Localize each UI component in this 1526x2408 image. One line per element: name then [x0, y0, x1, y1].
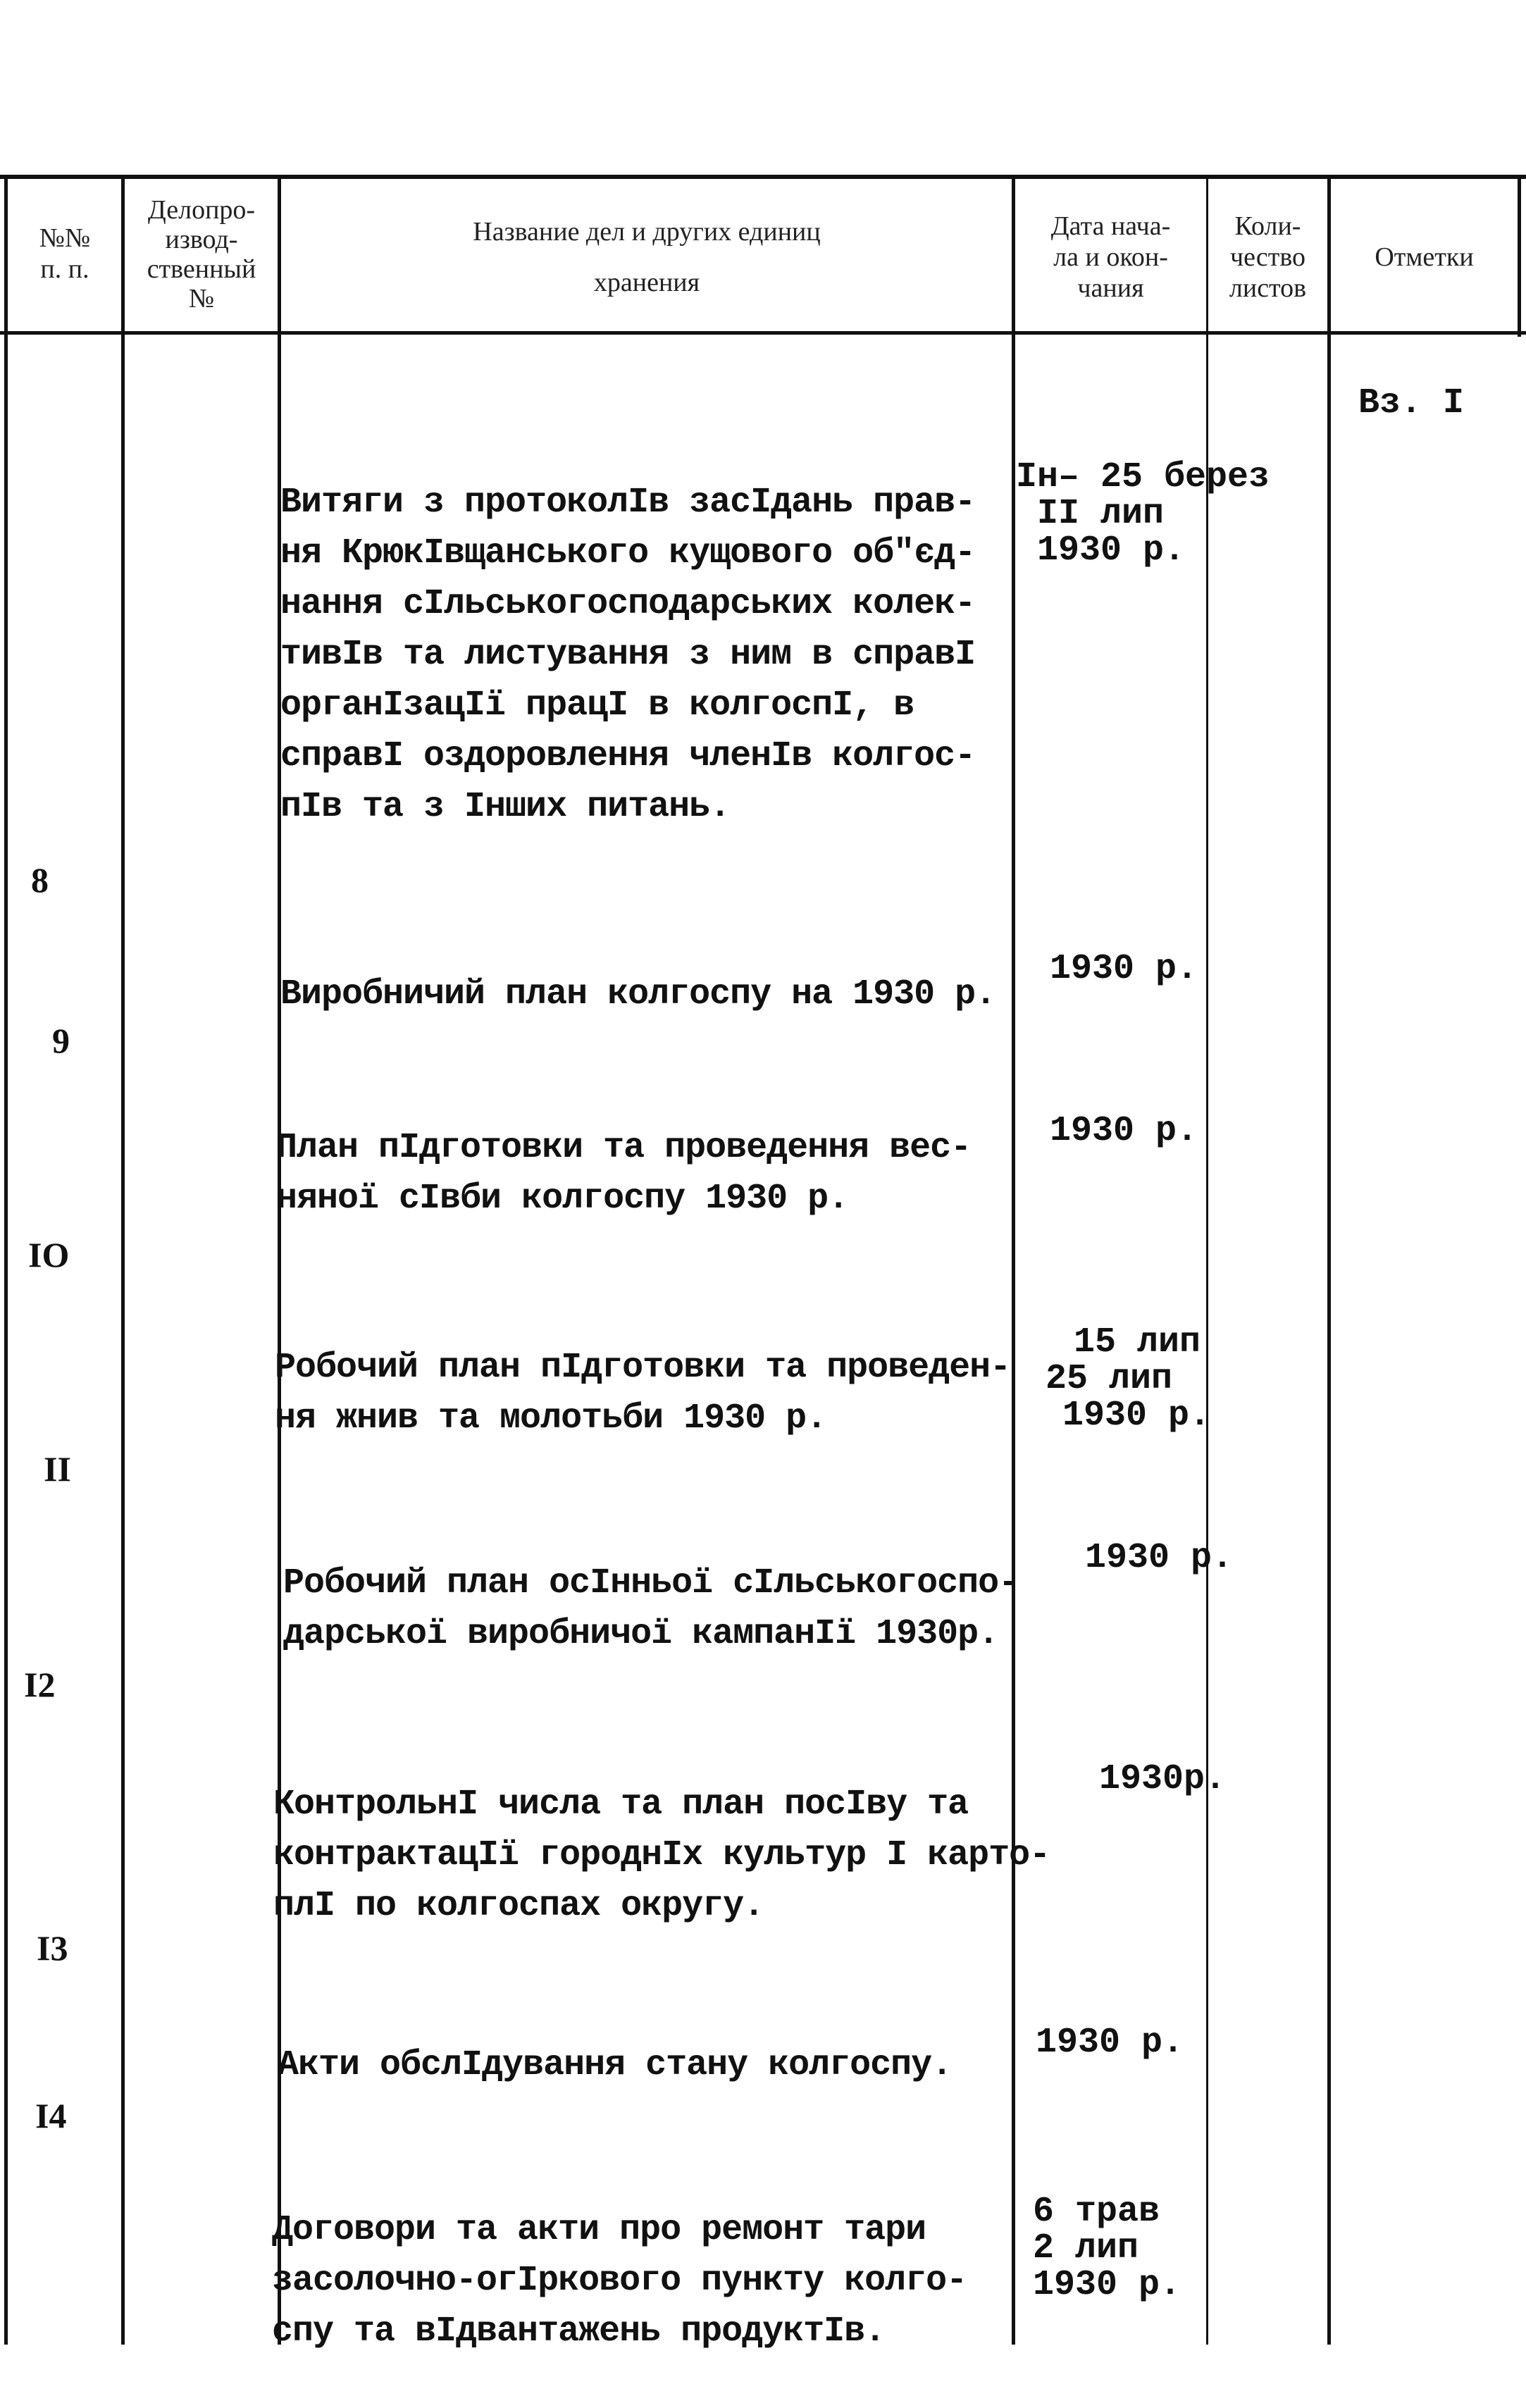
- row-title: Договори та акти про ремонт тари засолочно-огIркового пункту колго- спу та вIдвантажень продуктIв.: [272, 2210, 967, 2352]
- header-dates: Дата нача- ла и окон- чания: [1050, 211, 1171, 303]
- row-dates: 1930 р.: [1085, 1538, 1234, 1578]
- row-number: 9: [52, 1021, 70, 1060]
- row-title: Робочий план пIдготовки та проведен- ня жнив та молотьби 1930 р.: [275, 1348, 1011, 1439]
- row-title: Акти обслIдування стану колгоспу.: [278, 2045, 953, 2085]
- header-bottom-border: [0, 331, 1526, 335]
- column-divider: [1518, 175, 1521, 337]
- column-divider: [1327, 175, 1331, 2345]
- header-notes: Отметки: [1375, 242, 1474, 272]
- row-number: 8: [31, 860, 49, 900]
- row-dates: 1930 р.: [1050, 949, 1198, 989]
- row-number: I2: [24, 1665, 56, 1704]
- row-dates: 1930р.: [1099, 1759, 1227, 1799]
- row-number: II: [44, 1449, 71, 1489]
- row-title: Робочий план осIнньої сIльськогоспо- дарської виробничої кампанIї 1930р.: [283, 1563, 1019, 1654]
- row-number: I3: [37, 1928, 68, 1968]
- header-title: Название дел и других единиц хранения: [473, 217, 821, 297]
- row-dates: 15 лип 25 лип 1930 р.: [1046, 1322, 1211, 1436]
- row-dates: Ін– 25 берез II лип 1930 р.: [1016, 457, 1270, 571]
- column-divider: [1012, 175, 1015, 2345]
- row-notes: Вз. I: [1358, 383, 1465, 423]
- header-office-number: Делопро- извод- ственный №: [147, 195, 256, 314]
- header-sheet-count: Коли- чество листов: [1229, 211, 1307, 303]
- row-number: I4: [35, 2096, 67, 2135]
- row-dates: 1930 р.: [1036, 2023, 1184, 2063]
- header-number: №№ п. п.: [39, 223, 91, 284]
- row-title: Витяги з протоколIв засIдань прав- ня КрюкIвщанського кущового об"єд- нання сIльськогосподарських колек- тивIв та листування з ним в справI органIзацIї працI в колгоспI, в справI оздоровлення членIв колгос- пIв та з Iнших питань.: [280, 483, 976, 827]
- row-title: План пIдготовки та проведення вес- няної сIвби колгоспу 1930 р.: [276, 1128, 972, 1219]
- row-title: Виробничий план колгоспу на 1930 р.: [280, 974, 996, 1014]
- row-number: IO: [28, 1235, 70, 1274]
- row-dates: 6 трав 2 лип 1930 р.: [1033, 2192, 1181, 2305]
- column-divider: [4, 175, 8, 2345]
- row-title: КонтрольнI числа та план посIву та контрактацIї городнIх культур I карто- плI по колгоспах округу.: [273, 1785, 1050, 1926]
- row-dates: 1930 р.: [1050, 1111, 1198, 1151]
- column-divider: [121, 175, 125, 2345]
- table-top-border: [0, 175, 1526, 179]
